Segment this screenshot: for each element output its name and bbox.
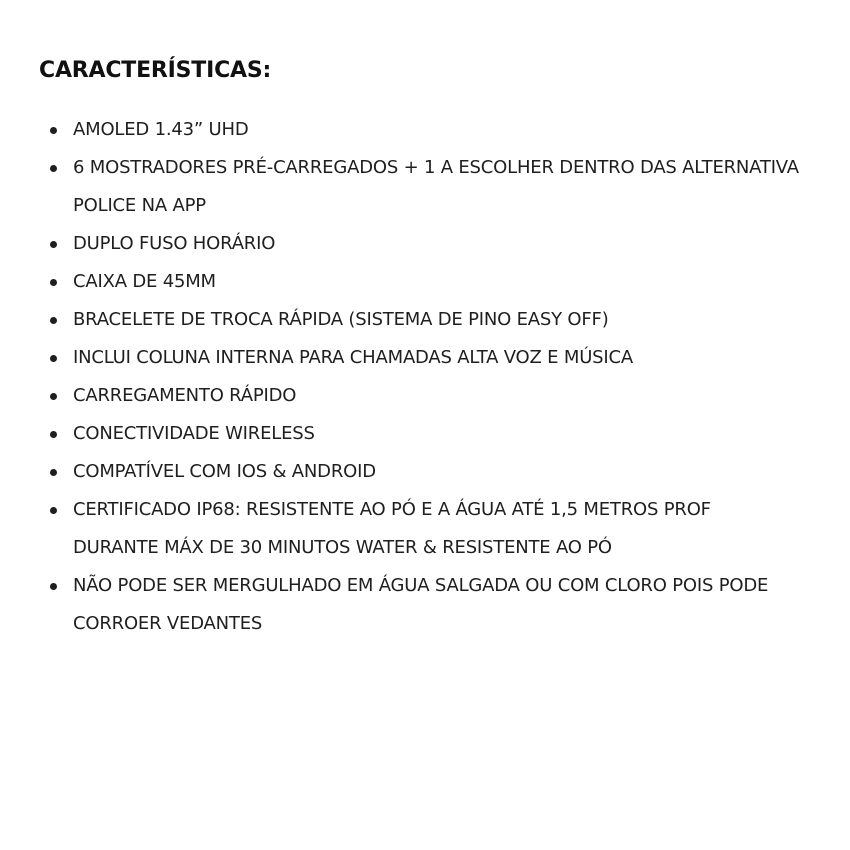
feature-item: [39, 301, 799, 339]
feature-text: BRACELETE DE TROCA RÁPIDA (SISTEMA DE PINO EASY OFF): [73, 309, 609, 330]
feature-text: 6 MOSTRADORES PRÉ-CARREGADOS + 1 A ESCOLHER DENTRO DAS ALTERNATIVA POLICE NA APP: [73, 157, 799, 216]
feature-text: INCLUI COLUNA INTERNA PARA CHAMADAS ALTA VOZ E MÚSICA: [73, 347, 633, 368]
feature-text: CAIXA DE 45MM: [73, 271, 216, 292]
feature-item: [39, 339, 799, 377]
bullet-icon: [50, 355, 57, 362]
feature-item: [39, 415, 799, 453]
feature-item: [39, 377, 799, 415]
feature-text: NÃO PODE SER MERGULHADO EM ÁGUA SALGADA OU COM CLORO POIS PODE CORROER VEDANTES: [73, 575, 769, 634]
features-section: [39, 56, 799, 634]
bullet-icon: [50, 317, 57, 324]
bullet-icon: [50, 127, 57, 134]
feature-item: [39, 491, 799, 567]
section-title: CARACTERÍSTICAS:: [39, 58, 272, 83]
bullet-icon: [50, 279, 57, 286]
bullet-icon: [50, 469, 57, 476]
feature-text: COMPATÍVEL COM IOS & ANDROID: [73, 461, 376, 482]
feature-item: [39, 263, 799, 301]
feature-item: [39, 149, 799, 225]
feature-item: [39, 567, 799, 643]
feature-text: AMOLED 1.43” UHD: [73, 119, 249, 140]
feature-text: CARREGAMENTO RÁPIDO: [73, 385, 297, 406]
feature-item: [39, 453, 799, 491]
feature-item: [39, 111, 799, 149]
feature-item: [39, 225, 799, 263]
bullet-icon: [50, 583, 57, 590]
bullet-icon: [50, 507, 57, 514]
feature-text: DUPLO FUSO HORÁRIO: [73, 233, 276, 254]
bullet-icon: [50, 431, 57, 438]
bullet-icon: [50, 241, 57, 248]
bullet-icon: [50, 393, 57, 400]
feature-text: CONECTIVIDADE WIRELESS: [73, 423, 315, 444]
feature-text: CERTIFICADO IP68: RESISTENTE AO PÓ E A ÁGUA ATÉ 1,5 METROS PROF DURANTE MÁX DE 30 MINUTOS WATER & RESISTENTE AO PÓ: [73, 499, 711, 558]
bullet-icon: [50, 165, 57, 172]
features-list: [39, 111, 799, 643]
